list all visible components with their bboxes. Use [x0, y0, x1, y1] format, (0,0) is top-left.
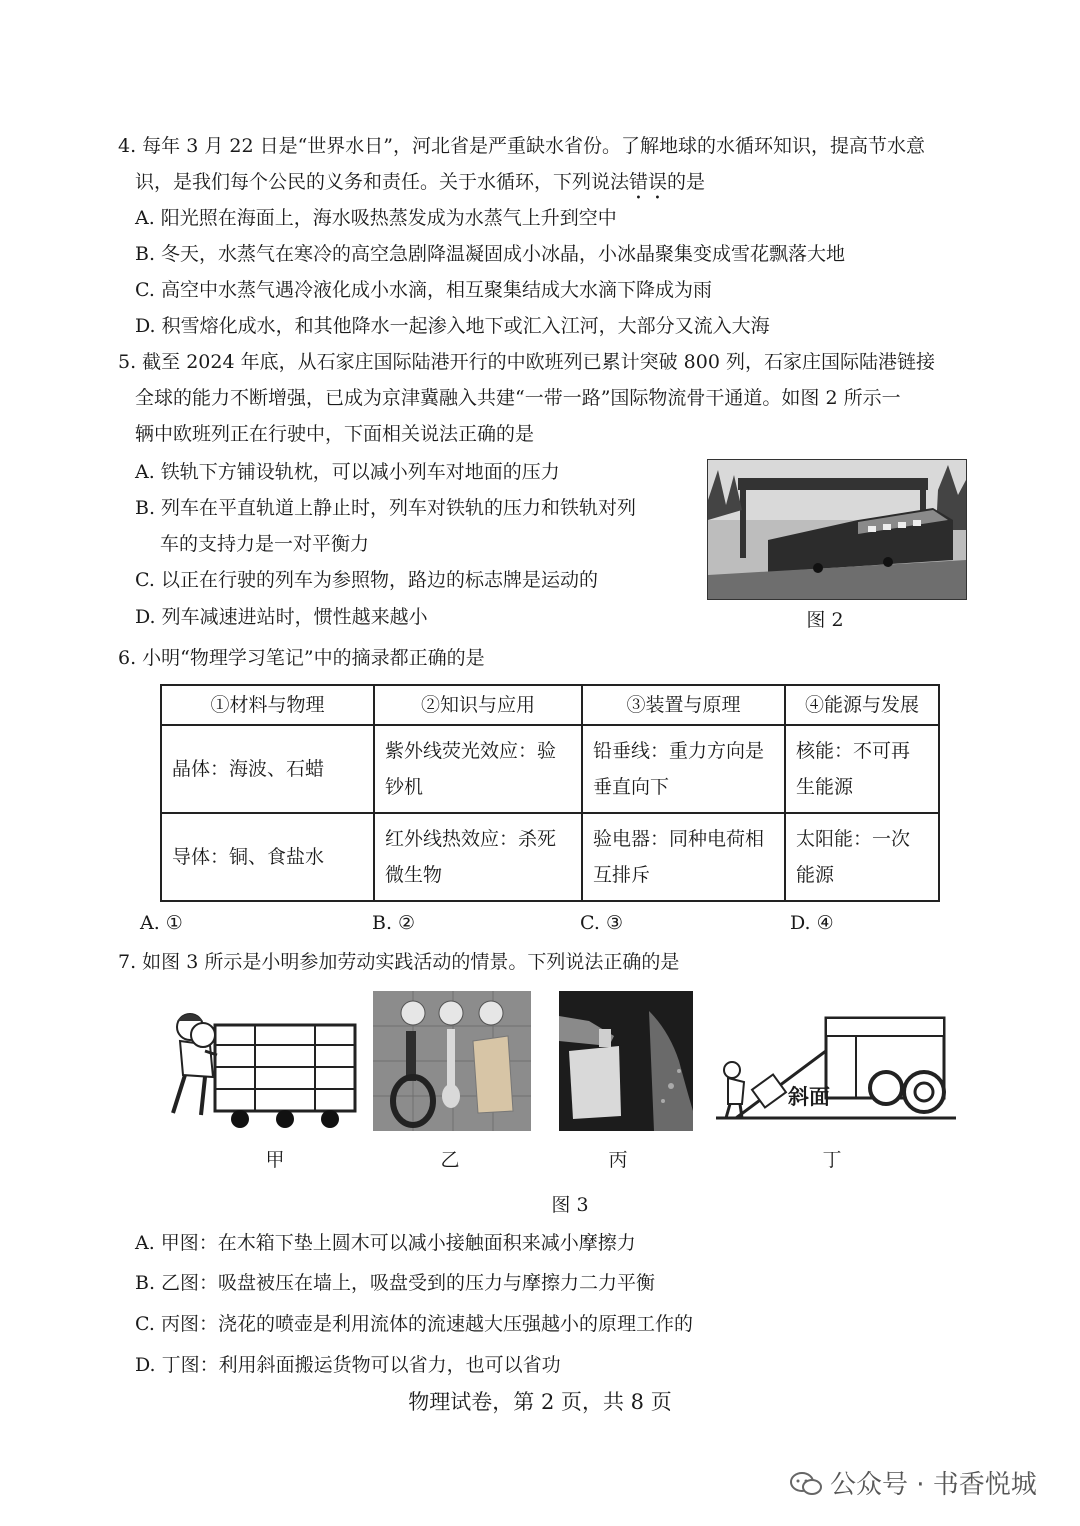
study-notes-table — [160, 684, 940, 902]
q4-stem-emphasis: 错误 — [629, 171, 668, 193]
table-row — [161, 725, 939, 813]
table-cell: 铅垂线：重力方向是垂直向下 — [582, 725, 785, 813]
table-cell: 导体：铜、食盐水 — [161, 813, 374, 901]
q6-stem: 6. 小明“物理学习笔记”中的摘录都正确的是 — [118, 647, 485, 669]
q5-option-b-line2: 车的支持力是一对平衡力 — [160, 533, 370, 555]
q5-stem-line2: 全球的能力不断增强，已成为京津冀融入共建“一带一路”国际物流骨干通道。如图 2 所示一 — [135, 387, 901, 409]
q4-option-c: C. 高空中水蒸气遇冷液化成小水滴，相互聚集结成大水滴下降成为雨 — [135, 279, 712, 301]
train-photo-svg — [708, 460, 966, 599]
wechat-icon — [790, 1471, 822, 1497]
q6-option-c: C. ③ — [580, 912, 623, 934]
table-header-row — [161, 685, 939, 725]
table-cell: 晶体：海波、石蜡 — [161, 725, 374, 813]
table-header-cell: ①材料与物理 — [161, 685, 374, 725]
watermark — [790, 1464, 1037, 1501]
q5-option-c: C. 以正在行驶的列车为参照物，路边的标志牌是运动的 — [135, 569, 598, 591]
q4-stem-line2-pre: 识，是我们每个公民的义务和责任。关于水循环，下列说法 — [135, 171, 630, 193]
table-header-cell: ④能源与发展 — [785, 685, 939, 725]
q5-stem-line1: 5. 截至 2024 年底，从石家庄国际陆港开行的中欧班列已累计突破 800 列，石家庄国际陆港链接 — [118, 351, 935, 373]
q4-stem-line1: 4. 每年 3 月 22 日是“世界水日”，河北省是严重缺水省份。了解地球的水循环知识，提高节水意 — [118, 135, 926, 157]
table-cell: 验电器：同种电荷相互排斥 — [582, 813, 785, 901]
q5-option-a: A. 铁轨下方铺设轨枕，可以减小列车对地面的压力 — [135, 461, 560, 483]
q4-option-d: D. 积雪熔化成水，和其他降水一起渗入地下或汇入江河，大部分又流入大海 — [135, 315, 770, 337]
q7-stem: 7. 如图 3 所示是小明参加劳动实践活动的情景。下列说法正确的是 — [118, 951, 680, 973]
table-cell: 核能：不可再生能源 — [785, 725, 939, 813]
slope-label: 斜面 — [788, 1084, 830, 1109]
figure-3-caption: 图 3 — [551, 1194, 589, 1216]
q7-option-a: A. 甲图：在木箱下垫上圆木可以减小接触面积来减小摩擦力 — [135, 1232, 636, 1254]
q4-option-a: A. 阳光照在海面上，海水吸热蒸发成为水蒸气上升到空中 — [135, 207, 617, 229]
q5-stem-line3: 辆中欧班列正在行驶中，下面相关说法正确的是 — [135, 423, 535, 445]
table-cell: 紫外线荧光效应：验钞机 — [374, 725, 582, 813]
q6-option-b: B. ② — [372, 912, 416, 934]
q6-option-a: A. ① — [140, 912, 183, 934]
figure-2-train-photo — [707, 459, 967, 600]
q5-option-d: D. 列车减速进站时，惯性越来越小 — [135, 606, 428, 628]
q6-option-d: D. ④ — [790, 912, 834, 934]
q4-option-b: B. 冬天，水蒸气在寒冷的高空急剧降温凝固成小冰晶，小冰晶聚集变成雪花飘落大地 — [135, 243, 846, 265]
pic-yi-suction-hooks — [373, 991, 531, 1131]
figure-2-caption: 图 2 — [806, 609, 844, 631]
q5-option-b-line1: B. 列车在平直轨道上静止时，列车对铁轨的压力和铁轨对列 — [135, 497, 637, 519]
q7-option-c: C. 丙图：浇花的喷壶是利用流体的流速越大压强越小的原理工作的 — [135, 1313, 693, 1335]
table-cell: 红外线热效应：杀死微生物 — [374, 813, 582, 901]
q7-option-d: D. 丁图：利用斜面搬运货物可以省力，也可以省功 — [135, 1354, 561, 1376]
table-header-cell: ③装置与原理 — [582, 685, 785, 725]
pic-bing-spray-bottle — [559, 991, 693, 1131]
pic-label-bing: 丙 — [608, 1149, 628, 1171]
watermark-text: 公众号 · 书香悦城 — [830, 1470, 1037, 1500]
q7-option-b: B. 乙图：吸盘被压在墙上，吸盘受到的压力与摩擦力二力平衡 — [135, 1272, 656, 1294]
table-cell: 太阳能：一次能源 — [785, 813, 939, 901]
q4-stem-line2 — [135, 168, 705, 204]
q4-stem-line2-post: 的是 — [667, 171, 706, 193]
pic-label-yi: 乙 — [440, 1149, 460, 1171]
table-row — [161, 813, 939, 901]
pic-label-jia: 甲 — [265, 1149, 285, 1171]
pic-jia-crate-on-logs — [155, 1005, 360, 1130]
pic-label-ding: 丁 — [822, 1149, 842, 1171]
pic-ding-slope-truck — [716, 1008, 956, 1123]
table-header-cell: ②知识与应用 — [374, 685, 582, 725]
page-footer: 物理试卷，第 2 页，共 8 页 — [408, 1390, 672, 1414]
